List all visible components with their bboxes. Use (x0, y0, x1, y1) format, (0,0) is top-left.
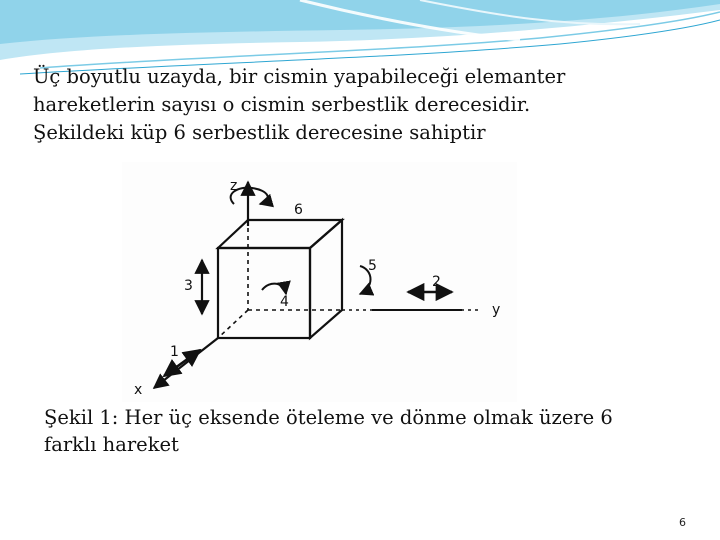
motion-label-6: 6 (294, 202, 303, 218)
paragraph-line-2: hareketlerin sayısı o cismin serbestlik derecesidir. (33, 93, 531, 116)
y-axis-label: y (492, 302, 501, 318)
cube-front-face (218, 248, 310, 338)
motion-label-5: 5 (368, 258, 377, 274)
cube-right-face (310, 220, 342, 338)
rotation-4-arrow (262, 284, 286, 294)
cube-dof-figure (122, 162, 517, 402)
x-axis-label: x (134, 382, 143, 398)
cube-top-face (218, 220, 342, 248)
rotation-6-arrow (231, 188, 268, 204)
z-axis-label: z (230, 178, 238, 194)
motion-label-1: 1 (170, 344, 179, 360)
motion-label-2: 2 (432, 274, 441, 290)
cube-diagram (122, 162, 517, 402)
paragraph-line-3: Şekildeki küp 6 serbestlik derecesine sahiptir (33, 121, 486, 144)
intro-paragraph (33, 63, 693, 147)
cube-hidden-edge-diagonal (218, 310, 248, 338)
motion-label-4: 4 (280, 294, 289, 310)
paragraph-line-1: Üç boyutlu uzayda, bir cismin yapabileceği elemanter (33, 65, 566, 88)
page-number: 6 (679, 516, 686, 529)
figure-caption: Şekil 1: Her üç eksende öteleme ve dönme olmak üzere 6 farklı hareket (44, 406, 613, 456)
motion-label-3: 3 (184, 278, 193, 294)
x-axis (154, 338, 218, 388)
